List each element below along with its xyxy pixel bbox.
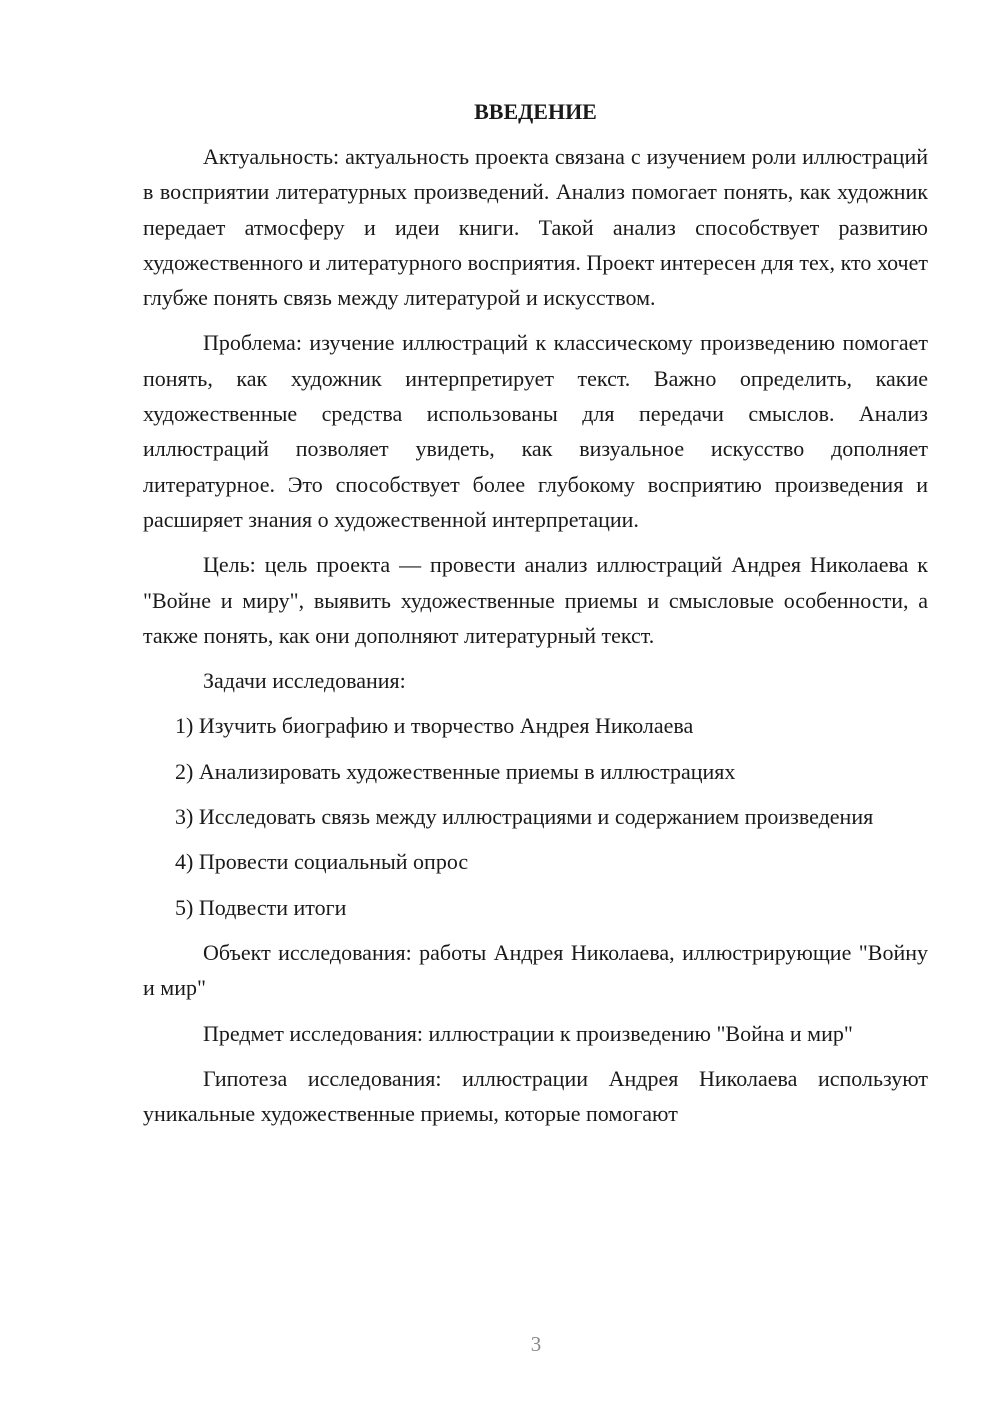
page-title: ВВЕДЕНИЕ	[474, 99, 597, 124]
task-item-2: 2) Анализировать художественные приемы в иллюстрациях	[175, 758, 736, 784]
page-number: 3	[530, 1332, 542, 1356]
hypothesis-paragraph: Гипотеза исследования: иллюстрации Андрея Николаева используют уникальные художественные приемы, которые помогают	[143, 1065, 928, 1127]
document-page	[143, 94, 928, 1141]
subject-paragraph: Предмет исследования: иллюстрации к произведению "Война и мир"	[203, 1020, 853, 1046]
task-item-4: 4) Провести социальный опрос	[175, 849, 469, 875]
task-item-3: 3) Исследовать связь между иллюстрациями и содержанием произведения	[175, 804, 874, 830]
relevance-paragraph: Актуальность: актуальность проекта связана с изучением роли иллюстраций в восприятии литературных произведений. Анализ помогает понять, как художник передает атмосферу и идеи книги. Такой анализ способствует развитию художественного и литературного восприятия. Проект интересен для тех, кто хочет глубже понять связь между литературой и искусством.	[143, 144, 928, 311]
goal-paragraph: Цель: цель проекта — провести анализ иллюстраций Андрея Николаева к "Войне и миру", выявить художественные приемы и смысловые особенности, а также понять, как они дополняют литературный текст.	[143, 552, 928, 648]
task-item-5: 5) Подвести итоги	[175, 894, 347, 920]
object-paragraph: Объект исследования: работы Андрея Николаева, иллюстрирующие "Войну и мир"	[143, 939, 928, 1001]
problem-paragraph: Проблема: изучение иллюстраций к классическому произведению помогает понять, как художник интерпретирует текст. Важно определить, какие художественные средства использованы для передачи смыслов. Анализ иллюстраций позволяет увидеть, как визуальное искусство дополняет литературное. Это способствует более глубокому восприятию произведения и расширяет знания о художественной интерпретации.	[143, 330, 928, 532]
tasks-heading: Задачи исследования:	[203, 668, 406, 694]
task-item-1: 1) Изучить биографию и творчество Андрея Николаева	[175, 713, 694, 739]
